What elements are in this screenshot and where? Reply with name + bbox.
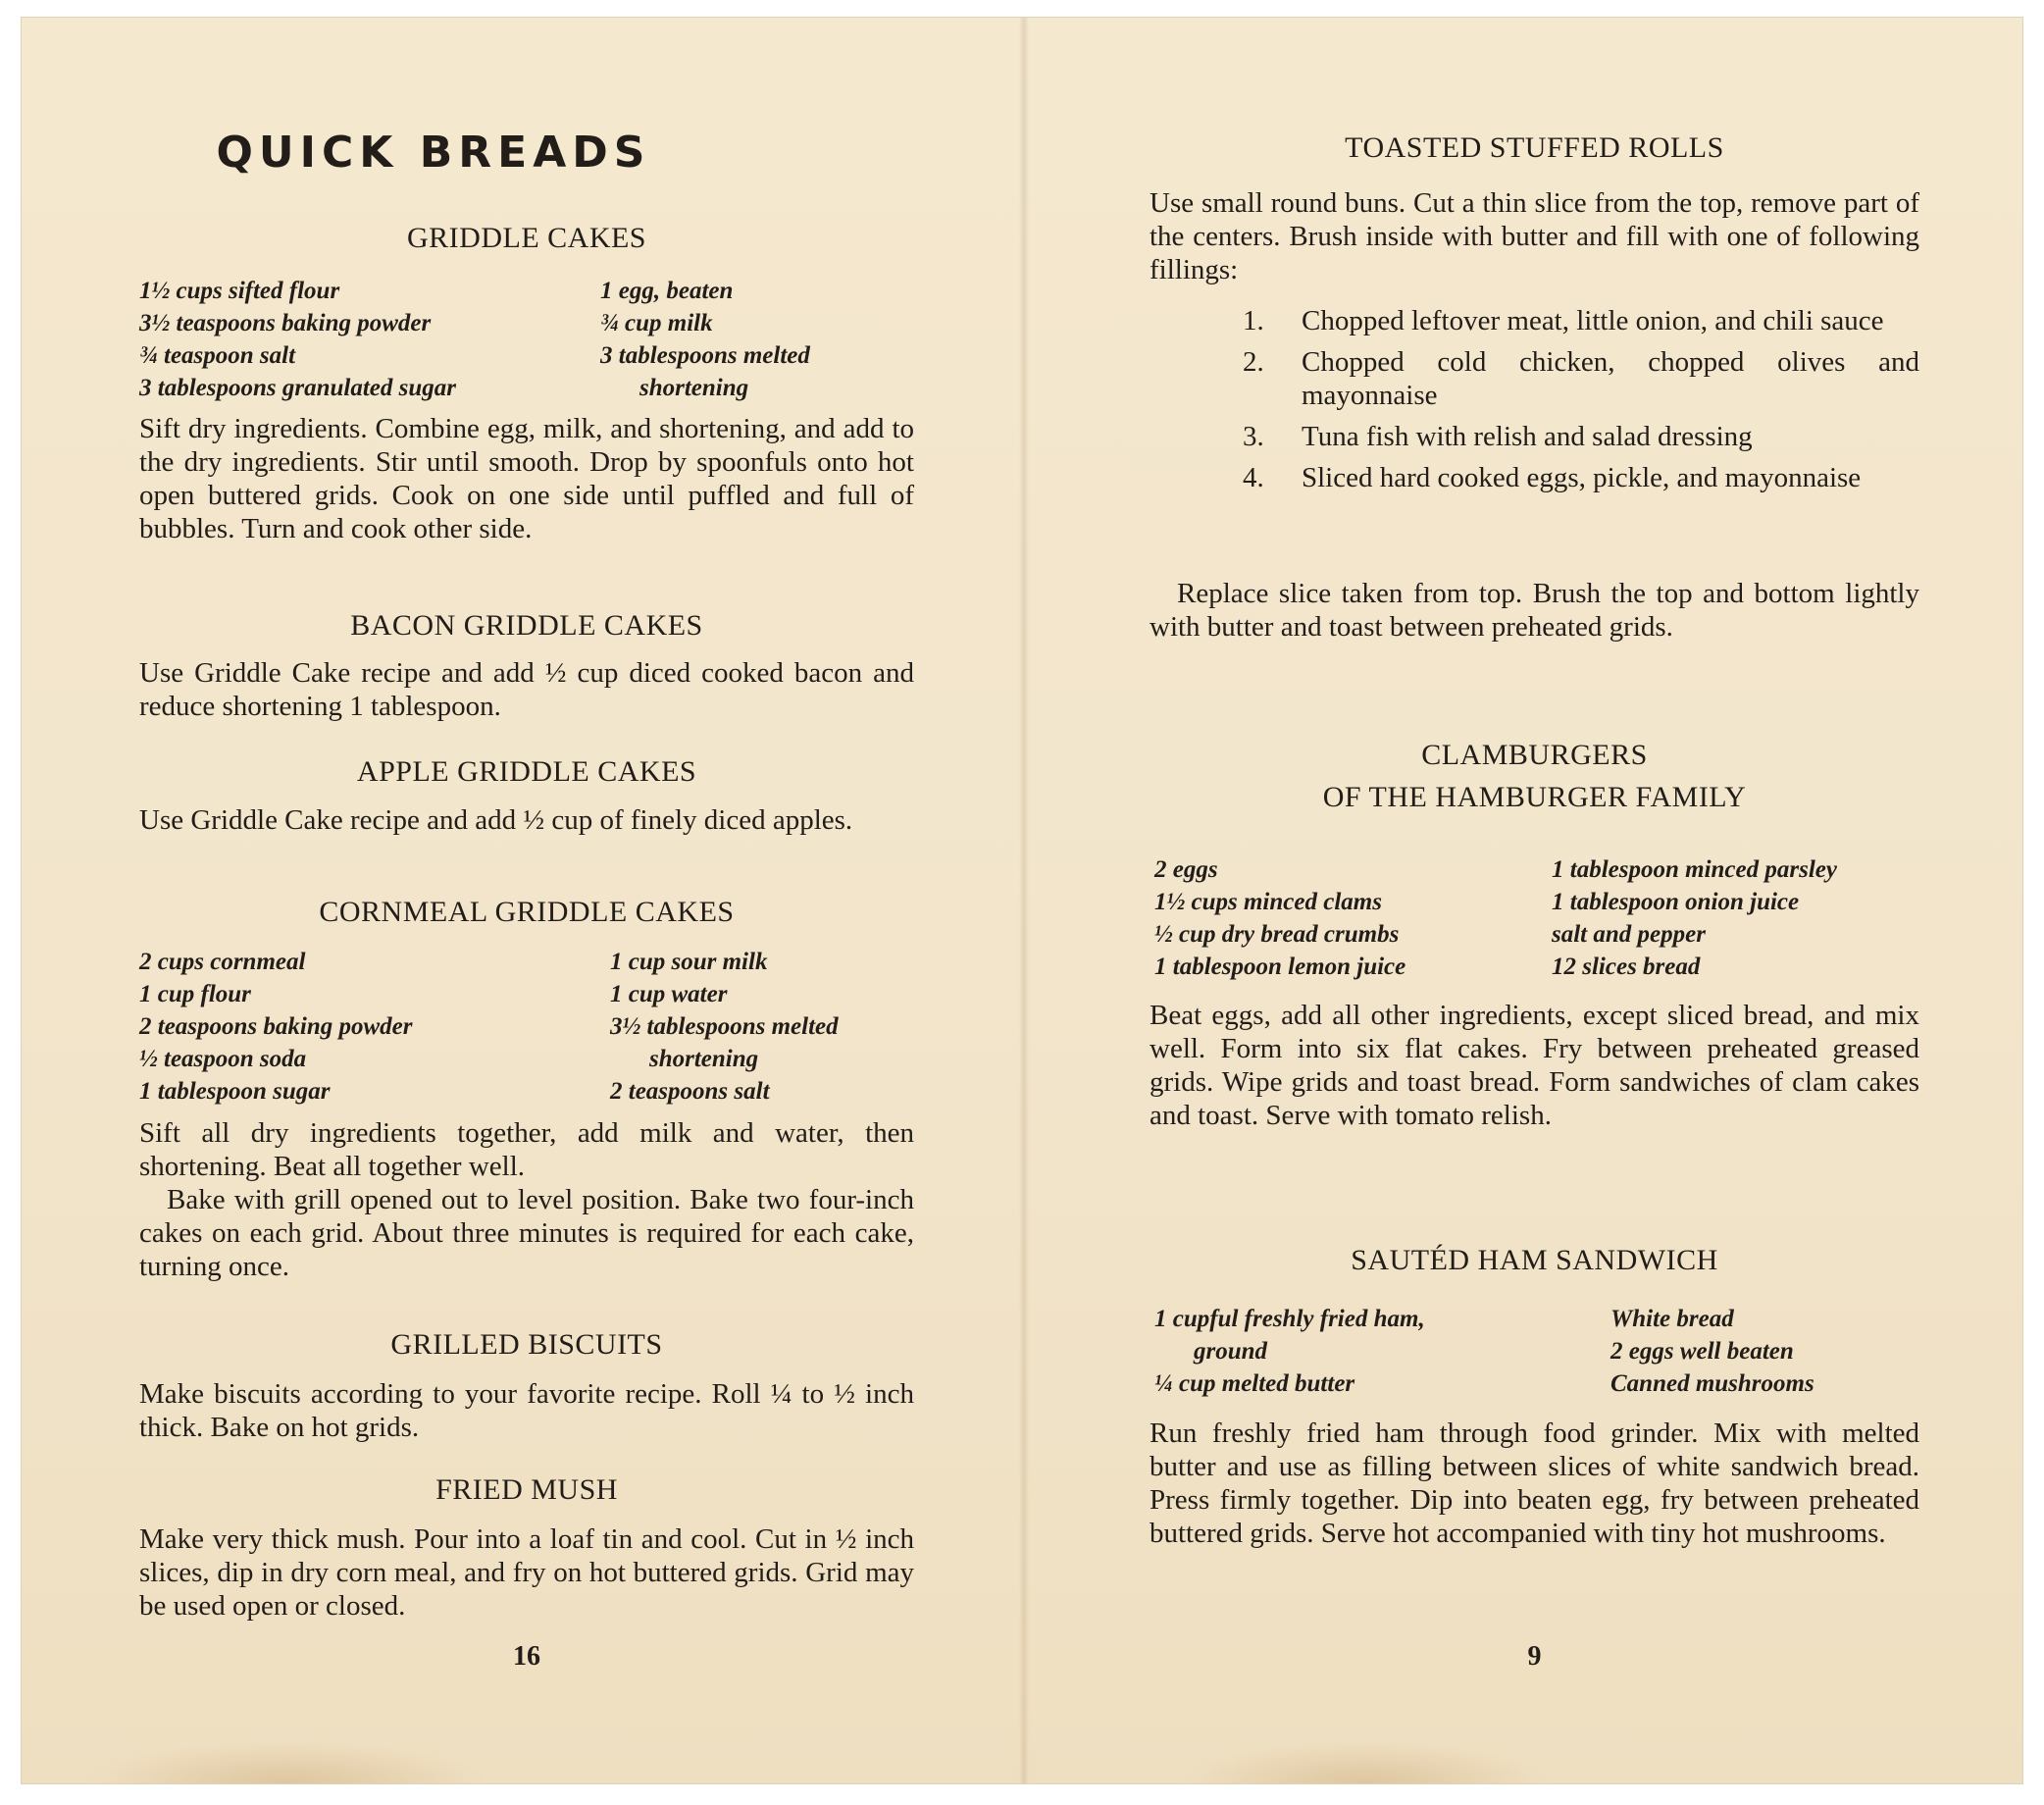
list-number: 4. (1243, 462, 1264, 493)
ingredient: 1 tablespoon sugar (139, 1078, 331, 1105)
list-item (1243, 345, 1919, 412)
recipe-directions: Sift all dry ingredients together, add milk and water, then shortening. Beat all together well. (139, 1117, 914, 1182)
page-number: 9 (1527, 1641, 1542, 1672)
ingredients-list-right (1610, 1303, 1915, 1400)
list-item (1243, 420, 1919, 453)
ingredients-list-left (1154, 853, 1527, 983)
ingredient: 2 teaspoons salt (610, 1078, 770, 1105)
ingredient: shortening (639, 375, 749, 401)
recipe-directions: Make very thick mush. Pour into a loaf tin and cool. Cut in ½ inch slices, dip in dry corn meal, and fry on hot buttered grids. Grid may be used open or closed. (139, 1523, 914, 1622)
ingredient: 3 tablespoons granulated sugar (139, 375, 456, 401)
recipe-directions: Beat eggs, add all other ingredients, except sliced bread, and mix well. Form into six flat cakes. Fry between preheated greased grids. Wipe grids and toast bread. Form sandwiches of clam cakes and toast. Serve with tomato relish. (1150, 1000, 1919, 1131)
ingredients-list-right (1552, 853, 1924, 983)
recipe-directions: Run freshly fried ham through food grinder. Mix with melted butter and use as filling between slices of white sandwich bread. Press firmly together. Dip into beaten egg, fry between preheated buttered grids. Serve hot accompanied with tiny hot mushrooms. (1150, 1418, 1919, 1549)
list-text: Chopped cold chicken, chopped olives and mayonnaise (1302, 346, 1919, 411)
recipe-heading: GRIDDLE CAKES (407, 222, 646, 254)
ingredient: 2 eggs (1154, 856, 1218, 883)
left-page (139, 18, 914, 1783)
ingredient: 3 tablespoons melted (600, 342, 810, 369)
recipe-heading: GRILLED BISCUITS (390, 1328, 663, 1361)
ingredients-list-left (1154, 1303, 1527, 1400)
recipe-directions: Use small round buns. Cut a thin slice from the top, remove part of the centers. Brush inside with butter and fill with one of following fillings: (1150, 187, 1919, 285)
ingredient: Canned mushrooms (1610, 1370, 1814, 1397)
recipe-directions: Use Griddle Cake recipe and add ½ cup of finely diced apples. (139, 804, 853, 836)
recipe-directions: Replace slice taken from top. Brush the top and bottom lightly with butter and toast between preheated grids. (1150, 578, 1919, 643)
ingredient: ¾ cup milk (600, 310, 713, 336)
recipe-heading: APPLE GRIDDLE CAKES (356, 755, 697, 788)
recipe-directions: Use Griddle Cake recipe and add ½ cup diced cooked bacon and reduce shortening 1 tablespoon. (139, 657, 914, 722)
ingredient: ¼ cup melted butter (1154, 1370, 1355, 1397)
ingredient: 1 tablespoon lemon juice (1154, 954, 1406, 980)
recipe-directions: Bake with grill opened out to level position. Bake two four-inch cakes on each grid. About three minutes is required for each cake, turning once. (139, 1184, 914, 1282)
recipe-heading: CORNMEAL GRIDDLE CAKES (319, 896, 735, 928)
list-item (1243, 304, 1919, 337)
ingredient: 1½ cups sifted flour (139, 278, 340, 304)
ingredient: 1 tablespoon minced parsley (1552, 856, 1837, 883)
page-number: 16 (513, 1641, 540, 1672)
ingredients-list-right (610, 946, 914, 1108)
ingredient: salt and pepper (1552, 921, 1706, 948)
list-number: 3. (1243, 421, 1264, 452)
list-item (1243, 461, 1919, 494)
recipe-directions: Make biscuits according to your favorite recipe. Roll ¼ to ½ inch thick. Bake on hot grids. (139, 1378, 914, 1443)
list-number: 2. (1243, 346, 1264, 378)
recipe-heading: TOASTED STUFFED ROLLS (1345, 131, 1724, 164)
ingredient: 1 egg, beaten (600, 278, 734, 304)
ingredient: 3½ tablespoons melted (610, 1013, 839, 1040)
ingredients-list-left (139, 946, 512, 1108)
ingredient: 1½ cups minced clams (1154, 889, 1382, 915)
recipe-heading: CLAMBURGERS (1421, 739, 1648, 771)
ingredient: 1 cup water (610, 981, 728, 1007)
list-text: Tuna fish with relish and salad dressing (1302, 421, 1753, 452)
recipe-subheading: OF THE HAMBURGER FAMILY (1322, 781, 1747, 813)
ingredient: 3½ teaspoons baking powder (139, 310, 432, 336)
ingredient: 1 tablespoon onion juice (1552, 889, 1800, 915)
recipe-heading: BACON GRIDDLE CAKES (350, 609, 703, 642)
ingredient: White bread (1610, 1306, 1734, 1332)
ingredient: ¾ teaspoon salt (139, 342, 296, 369)
ingredient: 1 cupful freshly fried ham, (1154, 1306, 1425, 1332)
fillings-list (1243, 304, 1919, 502)
ingredient: 2 eggs well beaten (1610, 1338, 1794, 1365)
ingredients-list-left (139, 275, 512, 404)
ingredient: ½ cup dry bread crumbs (1154, 921, 1400, 948)
recipe-heading: FRIED MUSH (435, 1473, 618, 1506)
ingredient: shortening (649, 1046, 759, 1072)
ingredients-list-right (600, 275, 914, 404)
page-gutter (1019, 18, 1029, 1783)
ingredient: 1 cup sour milk (610, 949, 768, 975)
ingredient: 1 cup flour (139, 981, 251, 1007)
right-page (1150, 18, 1919, 1783)
list-text: Chopped leftover meat, little onion, and chili sauce (1302, 305, 1884, 336)
page-title: QUICK BREADS (216, 128, 651, 178)
list-number: 1. (1243, 305, 1264, 336)
ingredient: 12 slices bread (1552, 954, 1701, 980)
ingredient: ½ teaspoon soda (139, 1046, 307, 1072)
list-text: Sliced hard cooked eggs, pickle, and mayonnaise (1302, 462, 1862, 493)
recipe-directions: Sift dry ingredients. Combine egg, milk, and shortening, and add to the dry ingredients. Stir until smooth. Drop by spoonfuls onto hot open buttered grids. Cook on one side until puffled and full of bubbles. Turn and cook other side. (139, 413, 914, 544)
ingredient: 2 teaspoons baking powder (139, 1013, 413, 1040)
booklet-spread (22, 18, 2022, 1783)
ingredient: ground (1194, 1338, 1268, 1365)
recipe-heading: SAUTÉD HAM SANDWICH (1351, 1244, 1718, 1276)
ingredient: 2 cups cornmeal (139, 949, 306, 975)
